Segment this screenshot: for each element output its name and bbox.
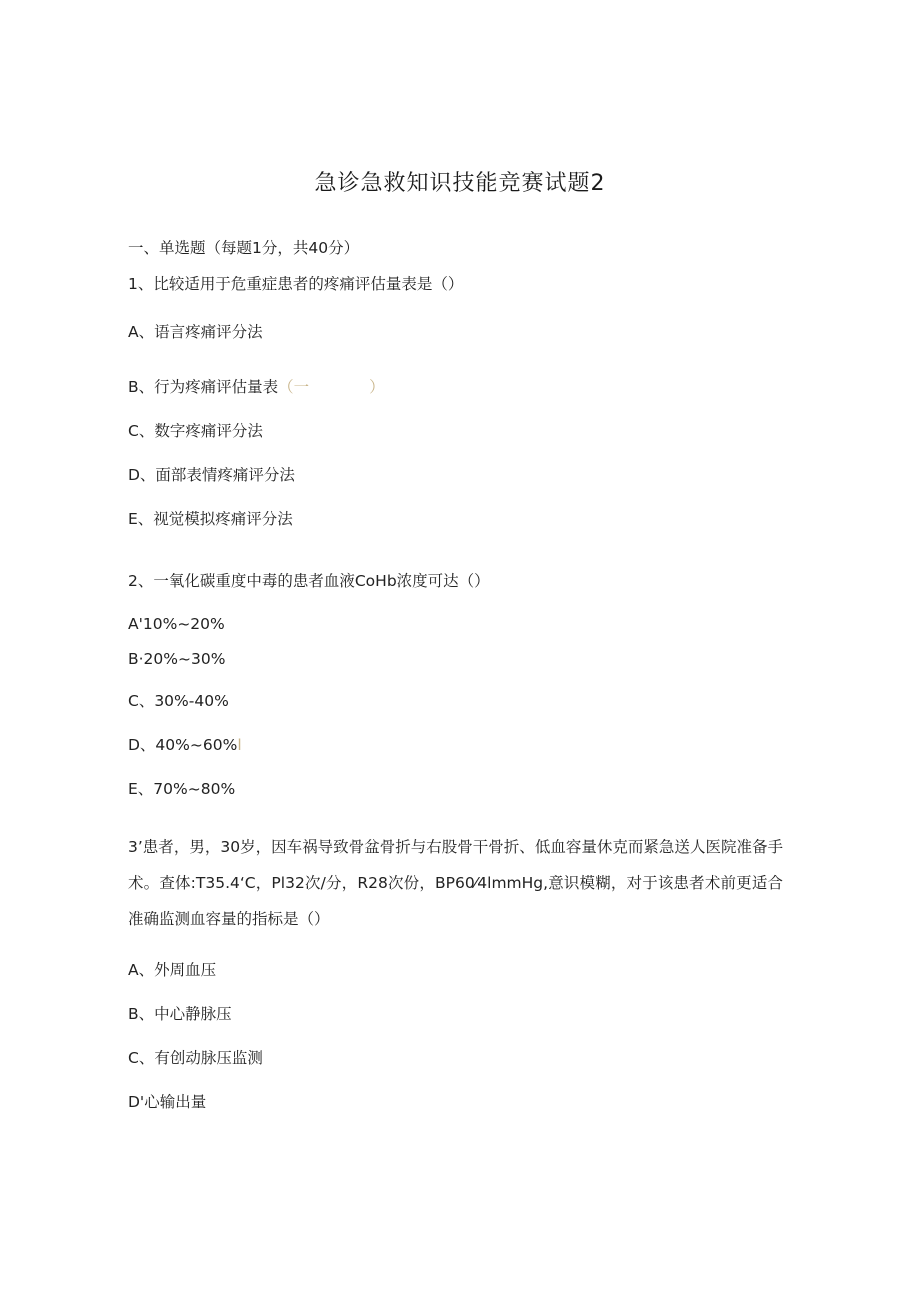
question-3-option-c: C、有创动脉压监测 (128, 1049, 263, 1067)
answer-mark: l (237, 736, 242, 754)
section-heading: 一、单选题（每题1分，共40分） (128, 239, 360, 257)
question-1-option-a: A、语言疼痛评分法 (128, 323, 263, 341)
question-2-option-d (128, 733, 242, 755)
question-2-option-c: C、30%-40% (128, 692, 229, 710)
question-2-stem: 2、一氧化碳重度中毒的患者血液CoHb浓度可达（） (128, 572, 490, 590)
question-1-option-c: C、数字疼痛评分法 (128, 422, 263, 440)
option-d-text: D、40%~60% (128, 736, 238, 754)
question-3-option-b: B、中心静脉压 (128, 1005, 232, 1023)
answer-mark-close: ） (369, 378, 385, 396)
question-3-stem: 3’患者，男，30岁，因车祸导致骨盆骨折与右股骨干骨折、低血容量休克而紧急送人医院准备手术。查体:T35.4‘C，Pl32次/分，R28次份，BP60⁄4lmmHg,意识模糊，对于该患者术前更适合准确监测血容量的指标是（） (128, 838, 783, 928)
page-title: 急诊急救知识技能竞赛试题2 (314, 171, 606, 196)
question-3-option-d: D'心输出量 (128, 1093, 207, 1111)
answer-mark-open: （一 (278, 378, 310, 396)
question-2-option-b: B·20%~30% (128, 650, 226, 668)
question-1-option-e: E、视觉模拟疼痛评分法 (128, 510, 293, 528)
question-3-option-a: A、外周血压 (128, 961, 217, 979)
question-2-option-a: A'10%~20% (128, 615, 225, 633)
question-2-option-e: E、70%~80% (128, 780, 236, 798)
question-1-stem: 1、比较适用于危重症患者的疼痛评估量表是（） (128, 275, 464, 293)
question-1-option-b (128, 375, 385, 397)
option-b-text: B、行为疼痛评估量表 (128, 378, 279, 396)
question-1-option-d: D、面部表情疼痛评分法 (128, 466, 295, 484)
